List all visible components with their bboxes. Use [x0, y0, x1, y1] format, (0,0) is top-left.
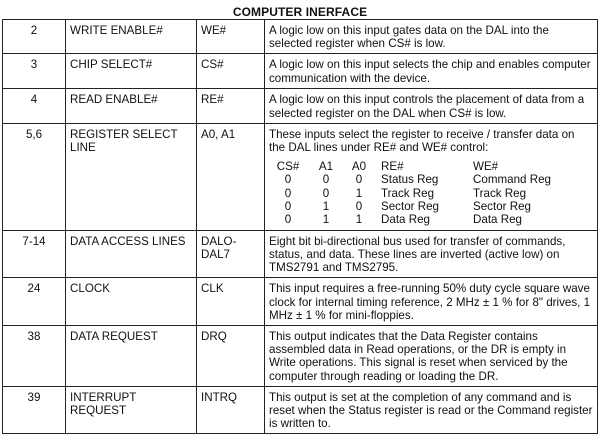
signal-symbol: CS# [197, 54, 265, 89]
signal-name: READ ENABLE# [66, 89, 197, 123]
signal-symbol: INTRQ [197, 386, 265, 434]
signal-description: These inputs select the register to receive / transfer data on the DAL lines under RE# and WE# control: [269, 127, 575, 155]
table-cell: Track Reg [381, 186, 435, 200]
table-cell: 0 [322, 173, 330, 187]
pin-number: 39 [3, 386, 66, 434]
table-cell: 1 [355, 213, 363, 227]
pin-number: 2 [3, 20, 66, 54]
column-header: RE# [381, 160, 404, 174]
signal-symbol: A0, A1 [197, 123, 265, 230]
column-header: A0 [351, 160, 367, 174]
signal-description: This output indicates that the Data Register contains assembled data in Read operations, or the DR is empty in Write operations. This signal is reset when serviced by the computer through reading or loading the DR. [265, 326, 598, 387]
signal-name: CHIP SELECT# [66, 54, 197, 89]
column-header: A1 [318, 160, 334, 174]
table-cell: Track Reg [473, 186, 527, 200]
table-row [3, 20, 598, 54]
table-row [3, 123, 598, 230]
table-cell: 0 [284, 186, 292, 200]
signal-description: This input requires a free-running 50% duty cycle square wave clock for internal timing reference, 2 MHz ± 1 % for 8" drives, 1 MHz ± 1 % for mini-floppies. [265, 278, 598, 326]
signal-description: A logic low on this input selects the chip and enables computer communication with the device. [265, 54, 598, 89]
register-select-table [269, 160, 551, 226]
table-cell: Sector Reg [473, 199, 531, 213]
signal-symbol: RE# [197, 89, 265, 123]
pin-number: 3 [3, 54, 66, 89]
table-row [3, 54, 598, 89]
register-table-row [269, 200, 551, 213]
table-row [3, 230, 598, 278]
signal-name: DATA REQUEST [66, 326, 197, 387]
column-header: WE# [473, 160, 499, 174]
pin-number: 24 [3, 278, 66, 326]
signal-symbol: WE# [197, 20, 265, 54]
pin-number: 38 [3, 326, 66, 387]
table-cell: 0 [284, 199, 292, 213]
pin-number: 7-14 [3, 230, 66, 278]
signal-symbol: CLK [197, 278, 265, 326]
table-row [3, 278, 598, 326]
register-table-row [269, 213, 551, 226]
pin-number: 5,6 [3, 123, 66, 230]
table-cell: 0 [322, 186, 330, 200]
signal-description-cell [265, 123, 598, 230]
signal-description: A logic low on this input gates data on the DAL into the selected register when CS# is low. [265, 20, 598, 54]
signal-name: CLOCK [66, 278, 197, 326]
signal-name: WRITE ENABLE# [66, 20, 197, 54]
table-cell: 0 [355, 199, 363, 213]
table-cell: 0 [355, 173, 363, 187]
register-table-row [269, 187, 551, 200]
table-cell: Command Reg [473, 173, 551, 187]
signal-symbol: DALO-DAL7 [197, 230, 265, 278]
table-cell: 1 [355, 186, 363, 200]
column-header: CS# [276, 160, 300, 174]
table-row [3, 89, 598, 123]
table-cell: 0 [284, 213, 292, 227]
table-cell: 0 [284, 173, 292, 187]
signal-name: INTERRUPT REQUEST [66, 386, 197, 434]
pin-description-table [2, 19, 598, 434]
register-table-row [269, 173, 551, 186]
table-cell: Sector Reg [381, 199, 439, 213]
table-row [3, 326, 598, 387]
signal-description: A logic low on this input controls the placement of data from a selected register on the DAL when CS# is low. [265, 89, 598, 123]
table-row [3, 386, 598, 434]
table-cell: Data Reg [473, 213, 522, 227]
table-cell: 1 [322, 199, 330, 213]
signal-description: This output is set at the completion of any command and is reset when the Status register is read or the Command register is written to. [265, 386, 598, 434]
register-table-header [269, 160, 551, 173]
table-cell: Status Reg [381, 173, 439, 187]
signal-description: Eight bit bi-directional bus used for transfer of commands, status, and data. These lines are inverted (active low) on TMS2791 and TMS2795. [265, 230, 598, 278]
pin-number: 4 [3, 89, 66, 123]
signal-name: DATA ACCESS LINES [66, 230, 197, 278]
signal-symbol: DRQ [197, 326, 265, 387]
page-title: COMPUTER INERFACE [232, 5, 368, 19]
table-cell: 1 [322, 213, 330, 227]
table-cell: Data Reg [381, 213, 430, 227]
signal-name: REGISTER SELECT LINE [66, 123, 197, 230]
